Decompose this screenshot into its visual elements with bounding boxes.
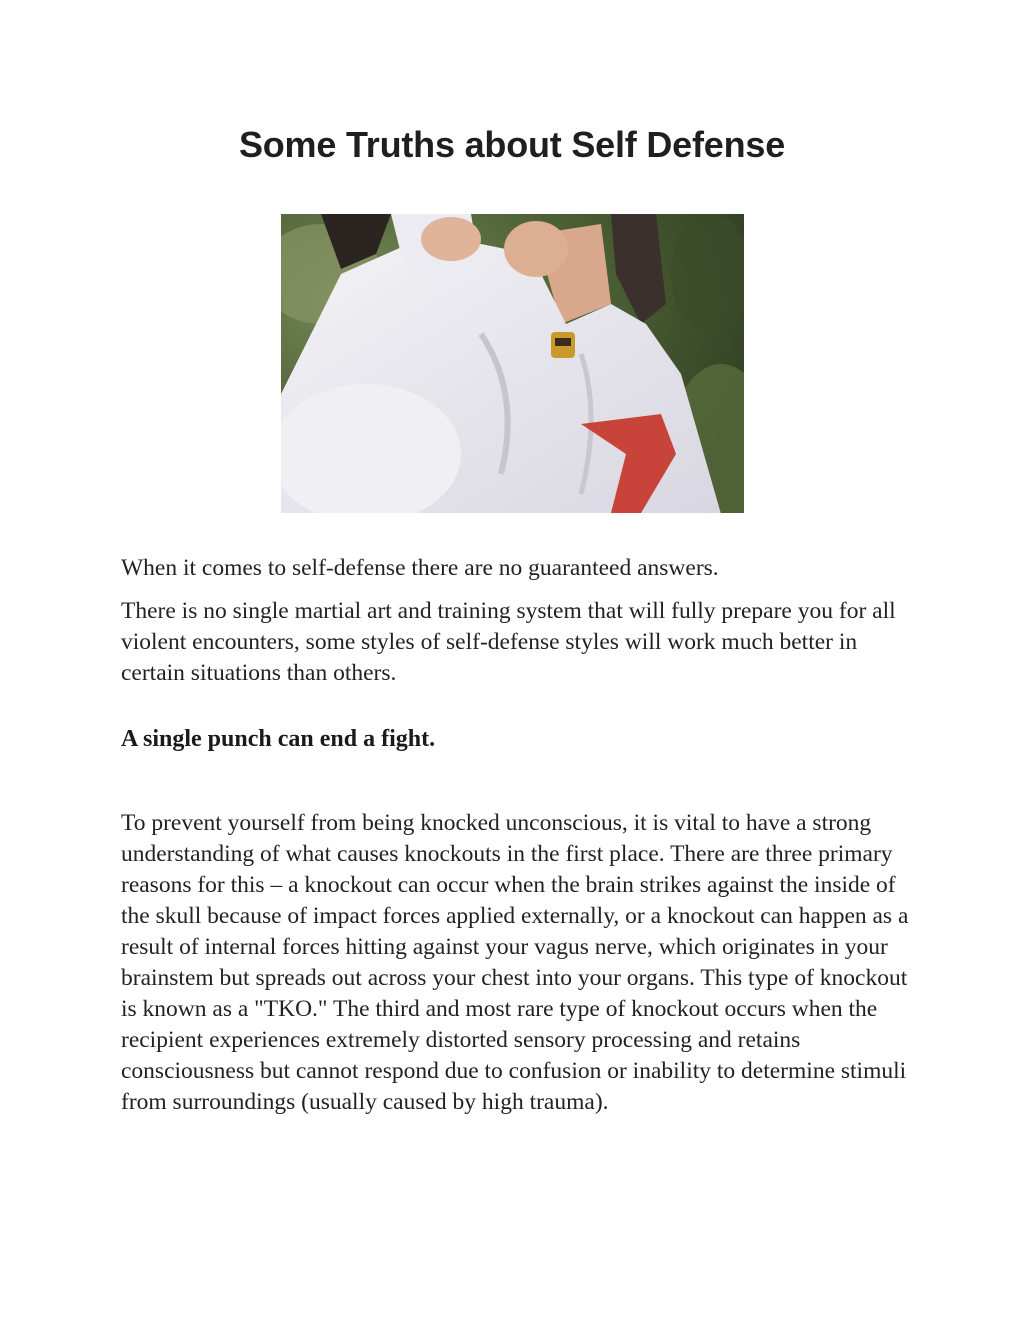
martial-arts-photo-icon: [281, 214, 744, 513]
knockout-paragraph: To prevent yourself from being knocked unconscious, it is vital to have a strong understanding of what causes knockouts in the first place. There are three primary reasons for this – a knockout can occur when the brain strikes against the inside of the skull because of impact forces applied externally, or a knockout can happen as a result of internal forces hitting against your vagus nerve, which originates in your brainstem but spreads out across your chest into your organs. This type of knockout is known as a "TKO." The third and most rare type of knockout occurs when the recipient experiences extremely distorted sensory processing and retains consciousness but cannot respond due to confusion or inability to determine stimuli from surroundings (usually caused by high trauma).: [121, 810, 909, 1115]
intro-paragraph: When it comes to self-defense there are no guaranteed answers.: [121, 555, 719, 581]
second-paragraph: There is no single martial art and training system that will fully prepare you for all violent encounters, some styles of self-defense styles will work much better in certain situations than others.: [121, 598, 896, 686]
section-subheading: A single punch can end a fight.: [121, 726, 436, 752]
martial-arts-photo: [281, 214, 744, 513]
page-title: Some Truths about Self Defense: [238, 124, 786, 165]
